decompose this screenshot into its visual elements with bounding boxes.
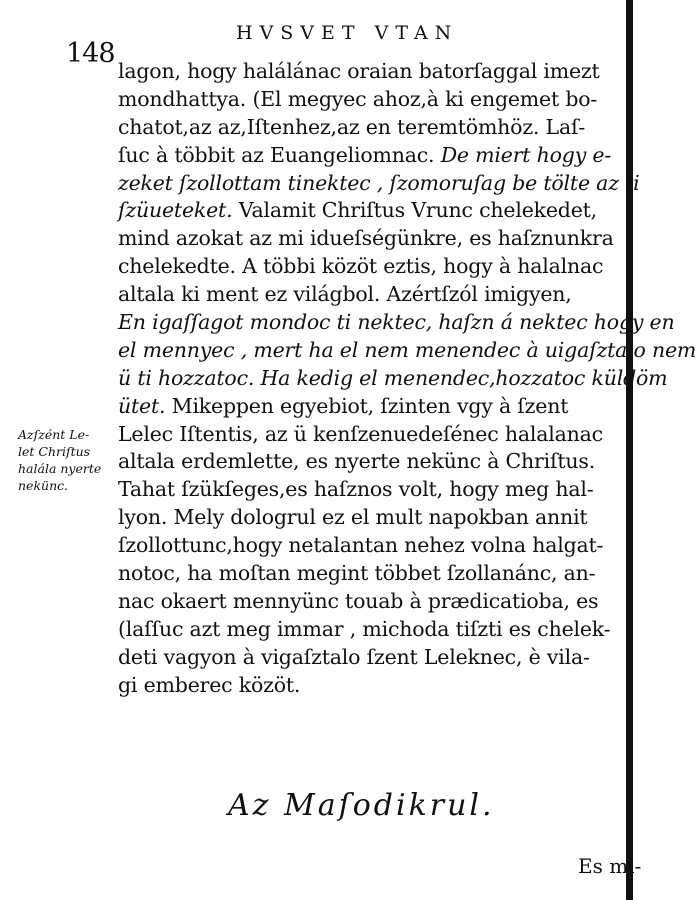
text-line: ſzüueteket. Valamit Chriſtus Vrunc chelekedet, (118, 198, 597, 223)
body-text (118, 58, 696, 699)
text-line: ütet. Mikeppen egyebiot, ſzinten vgy à ſzent (118, 393, 569, 418)
text-line: altala erdemlette, es nyerte nekünc à Chriſtus. (118, 449, 596, 474)
text-line: (laſſuc azt meg immar , michoda tiſzti es chelek- (118, 616, 611, 641)
margin-note-line: Azſzént Le- (18, 427, 90, 442)
text-line: gi emberec közöt. (118, 672, 301, 697)
text-line: En igaſſagot mondoc ti nektec, haſzn á nektec hogy en (118, 310, 675, 335)
text-line: nac okaert mennyünc touab à prædicatioba, es (118, 588, 599, 613)
text-line: ſzollottunc,hogy netalantan nehez volna halgat- (118, 533, 604, 558)
margin-note (18, 426, 122, 494)
text-line: lyon. Mely dologrul ez el mult napokban annit (118, 505, 588, 530)
margin-note-line: halála nyerte (18, 461, 102, 476)
text-line: chatot,az az,Iſtenhez,az en teremtömhöz. Laſ- (118, 114, 586, 139)
text-line: lagon, hogy halálánac oraian batorſaggal imezt (118, 59, 600, 83)
text-line: ſuc à többit az Euangeliomnac. De miert hogy e- (118, 142, 612, 167)
running-head: HVSVET VTAN (236, 22, 459, 44)
section-heading: Az Maſodikrul. (228, 788, 495, 823)
text-line: notoc, ha moſtan megint többet ſzollanánc, an- (118, 561, 596, 586)
text-line: zeket ſzollottam tinektec , ſzomoruſag be tölte az ti (118, 170, 640, 195)
text-line: Tahat ſzükſeges,es haſznos volt, hogy meg hal- (118, 477, 594, 502)
text-line: chelekedte. A többi közöt eztis, hogy à halalnac (118, 254, 604, 279)
text-line: mondhattya. (El megyec ahoz,à ki engemet bo- (118, 86, 598, 111)
text-line: el mennyec , mert ha el nem menendec à uigaſztalo nem (118, 337, 696, 362)
text-line: deti vagyon à vigaſztalo ſzent Leleknec, è vila- (118, 644, 590, 669)
text-line: altala ki ment ez világbol. Azértſzól imigyen, (118, 282, 572, 307)
text-line: ü ti hozzatoc. Ha kedig el menendec,hozzatoc küldöm (118, 365, 668, 390)
text-line: mind azokat az mi idueſségünkre, es haſznunkra (118, 226, 614, 251)
margin-note-line: let Chriſtus (18, 444, 91, 459)
catchword: Es mi- (578, 854, 642, 878)
text-line: Lelec Iſtentis, az ü kenſzenuedeſénec halalanac (118, 421, 603, 446)
margin-note-line: nekünc. (18, 478, 69, 493)
page-number: 148 (66, 38, 115, 69)
